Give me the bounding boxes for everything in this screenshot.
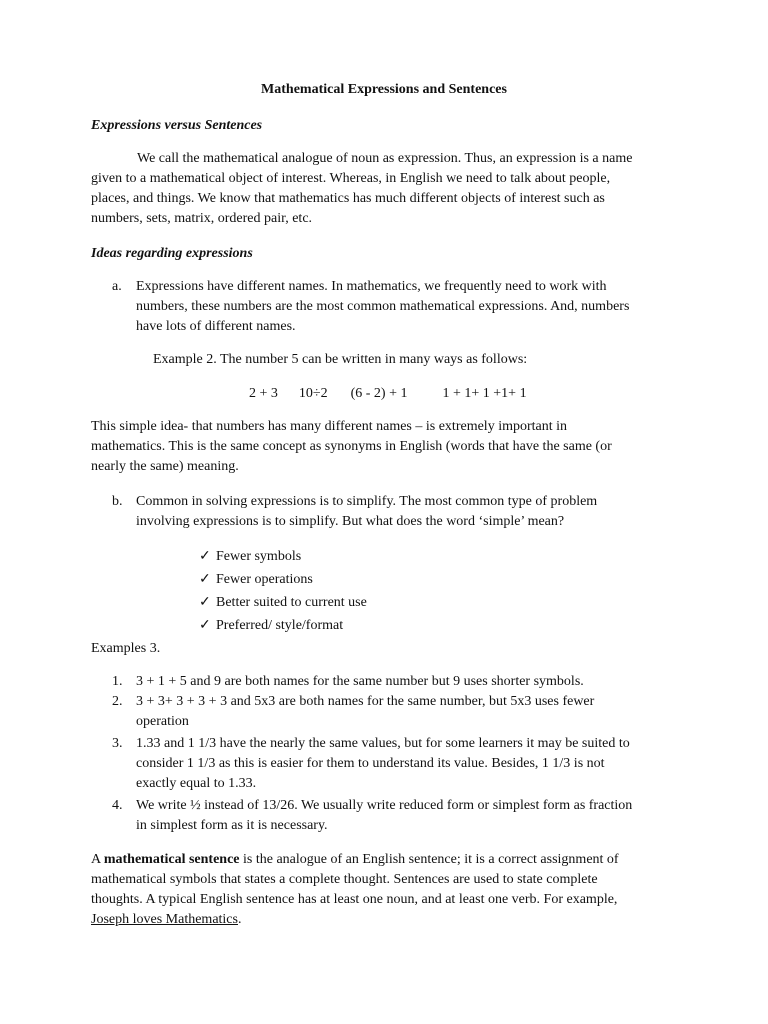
examples-3-label: Examples 3. [91, 641, 161, 656]
numbered-line: 3 + 3+ 3 + 3 + 3 and 5x3 are both names for the same number, but 5x3 uses fewer [136, 694, 595, 709]
paragraph-line: thoughts. A typical English sentence has at least one noun, and at least one verb. For example, [91, 892, 618, 907]
numbered-line: We write ½ instead of 13/26. We usually write reduced form or simplest form as fraction [136, 798, 633, 813]
numbered-item-3 [136, 734, 696, 794]
numbered-marker: 1. [112, 674, 123, 689]
numbered-item-4 [136, 796, 696, 836]
list-item-line: involving expressions is to simplify. But what does the word ‘simple’ mean? [136, 514, 565, 529]
document-title: Mathematical Expressions and Sentences [261, 82, 507, 97]
paragraph-line: numbers, sets, matrix, ordered pair, etc. [91, 211, 313, 226]
checklist-item: ✓ Preferred/ style/format [199, 616, 367, 639]
numbered-line: 1.33 and 1 1/3 have the nearly the same values, but for some learners it may be suited to [136, 736, 630, 751]
check-icon: ✓ [199, 595, 211, 610]
paragraph-synonyms [91, 417, 691, 477]
expression-item: 2 + 3 [249, 386, 278, 401]
numbered-item-2 [136, 692, 696, 732]
list-item-b-marker: b. [112, 494, 123, 509]
paragraph-noun-analogue [91, 149, 691, 229]
check-icon: ✓ [199, 572, 211, 587]
list-item-line: numbers, these numbers are the most common mathematical expressions. And, numbers [136, 299, 630, 314]
paragraph-line: nearly the same) meaning. [91, 459, 239, 474]
expression-item: 10÷2 [298, 386, 328, 401]
numbered-line: consider 1 1/3 as this is easier for them to understand its value. Besides, 1 1/3 is not [136, 756, 605, 771]
numbered-marker: 2. [112, 694, 123, 709]
numbered-marker: 3. [112, 736, 123, 751]
check-icon: ✓ [199, 549, 211, 564]
list-item-line: Expressions have different names. In mathematics, we frequently need to work with [136, 279, 607, 294]
numbered-line: operation [136, 714, 189, 729]
numbered-line: in simplest form as it is necessary. [136, 818, 328, 833]
simplify-checklist [199, 547, 367, 639]
numbered-line: exactly equal to 1.33. [136, 776, 257, 791]
numbered-item-1 [136, 672, 696, 692]
example-2-text: Example 2. The number 5 can be written in many ways as follows: [153, 352, 528, 367]
paragraph-line: places, and things. We know that mathematics has much different objects of interest such as [91, 191, 605, 206]
numbered-line: 3 + 1 + 5 and 9 are both names for the same number but 9 uses shorter symbols. [136, 674, 584, 689]
paragraph-line: We call the mathematical analogue of noun as expression. Thus, an expression is a name [137, 151, 633, 166]
expression-row [249, 384, 527, 404]
example-sentence: Joseph loves Mathematics [91, 912, 238, 927]
list-item-b [136, 492, 696, 532]
term-mathematical-sentence: mathematical sentence [103, 852, 240, 867]
checklist-item: ✓ Better suited to current use [199, 593, 367, 616]
expression-item: (6 - 2) + 1 [350, 386, 408, 401]
checklist-item: ✓ Fewer operations [199, 570, 367, 593]
list-item-line: have lots of different names. [136, 319, 296, 334]
section-heading-ideas-regarding-expressions: Ideas regarding expressions [91, 246, 253, 261]
paragraph-line: mathematics. This is the same concept as synonyms in English (words that have the same (or [91, 439, 612, 454]
paragraph-mathematical-sentence [91, 850, 691, 930]
paragraph-line: This simple idea- that numbers has many different names – is extremely important in [91, 419, 568, 434]
expression-item: 1 + 1+ 1 +1+ 1 [442, 386, 527, 401]
list-item-line: Common in solving expressions is to simplify. The most common type of problem [136, 494, 598, 509]
numbered-marker: 4. [112, 798, 123, 813]
section-heading-expressions-vs-sentences: Expressions versus Sentences [91, 118, 263, 133]
paragraph-line: mathematical symbols that states a complete thought. Sentences are used to state complete [91, 872, 598, 887]
paragraph-line: A mathematical sentence is the analogue of an English sentence; it is a correct assignment of [91, 852, 619, 867]
list-item-a [136, 277, 696, 337]
list-item-a-marker: a. [112, 279, 122, 294]
check-icon: ✓ [199, 618, 211, 633]
paragraph-line: Joseph loves Mathematics. [91, 912, 242, 927]
paragraph-line: given to a mathematical object of interest. Whereas, in English we need to talk about people, [91, 171, 611, 186]
checklist-item: ✓ Fewer symbols [199, 547, 367, 570]
